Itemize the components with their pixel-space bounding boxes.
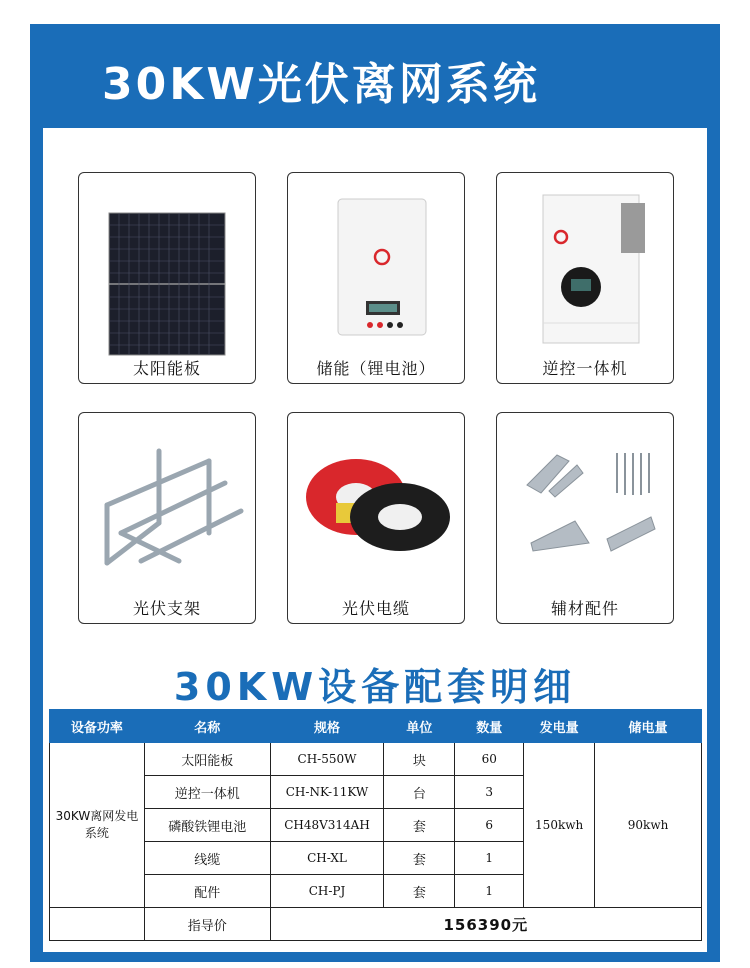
- header-storage: 储电量: [595, 710, 702, 743]
- cell-unit: 套: [384, 809, 455, 842]
- cell-qty: 1: [455, 842, 524, 875]
- product-label: 光伏支架: [132, 599, 201, 618]
- header-band: [30, 24, 720, 128]
- cell-name: 磷酸铁锂电池: [144, 809, 270, 842]
- product-label: 逆控一体机: [542, 359, 628, 378]
- cell-spec: CH-PJ: [270, 875, 384, 908]
- cell-qty: 6: [455, 809, 524, 842]
- cell-name: 配件: [144, 875, 270, 908]
- product-card-inverter: [496, 172, 674, 384]
- product-card-pv-cable: [287, 412, 465, 624]
- inverter-image: [497, 173, 674, 363]
- header-spec: 规格: [270, 710, 384, 743]
- header-name: 名称: [144, 710, 270, 743]
- pv-cable-image: [288, 413, 465, 603]
- system-name-cell: 30KW离网发电系统: [50, 743, 145, 908]
- cell-unit: 块: [384, 743, 455, 776]
- generation-cell: 150kwh: [524, 743, 595, 908]
- product-card-battery: [287, 172, 465, 384]
- cell-qty: 60: [455, 743, 524, 776]
- cell-spec: CH48V314AH: [270, 809, 384, 842]
- cell-spec: CH-XL: [270, 842, 384, 875]
- cell-spec: CH-550W: [270, 743, 384, 776]
- cell-qty: 3: [455, 776, 524, 809]
- cell-unit: 台: [384, 776, 455, 809]
- product-label: 太阳能板: [132, 359, 201, 378]
- cell-unit: 套: [384, 842, 455, 875]
- product-card-solar-panel: [78, 172, 256, 384]
- header-qty: 数量: [455, 710, 524, 743]
- table-row: [50, 743, 702, 776]
- pv-bracket-image: [79, 413, 256, 603]
- accessories-image: [497, 413, 674, 603]
- cell-name: 太阳能板: [144, 743, 270, 776]
- table-header-row: [50, 710, 702, 743]
- page-title: 30KW光伏离网系统: [102, 59, 540, 110]
- cell-name: 逆控一体机: [144, 776, 270, 809]
- product-card-pv-bracket: [78, 412, 256, 624]
- cell-unit: 套: [384, 875, 455, 908]
- header-generation: 发电量: [524, 710, 595, 743]
- product-label: 光伏电缆: [341, 599, 410, 618]
- price-label: 指导价: [144, 908, 270, 941]
- product-label: 储能（锂电池）: [316, 359, 436, 378]
- header-unit: 单位: [384, 710, 455, 743]
- storage-cell: 90kwh: [595, 743, 702, 908]
- solar-panel-image: [79, 173, 256, 363]
- equipment-detail-table: [49, 709, 702, 941]
- battery-image: [288, 173, 465, 363]
- product-card-accessories: [496, 412, 674, 624]
- price-blank-cell: [50, 908, 145, 941]
- detail-title: 30KW设备配套明细: [173, 665, 577, 709]
- cell-name: 线缆: [144, 842, 270, 875]
- cell-spec: CH-NK-11KW: [270, 776, 384, 809]
- cell-qty: 1: [455, 875, 524, 908]
- price-value: 156390元: [270, 908, 701, 941]
- header-power: 设备功率: [50, 710, 145, 743]
- product-label: 辅材配件: [550, 599, 619, 618]
- price-row: [50, 908, 702, 941]
